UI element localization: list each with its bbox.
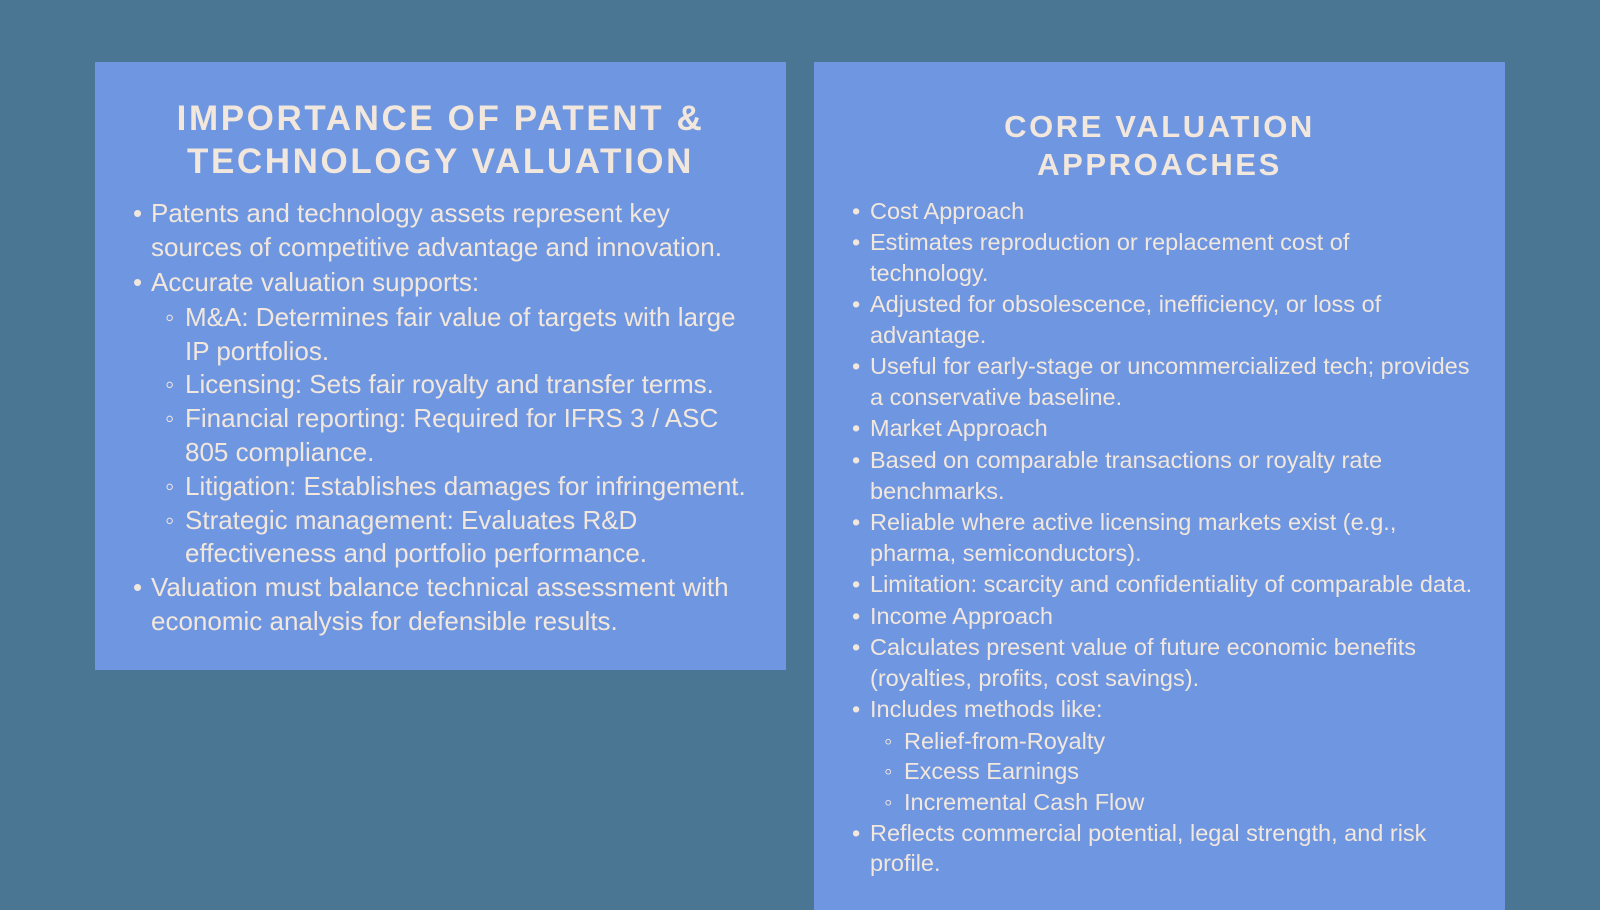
list-item-text: Includes methods like: — [870, 696, 1103, 723]
list-item-text: Accurate valuation supports: — [151, 266, 480, 297]
list-item — [846, 818, 1473, 879]
list-item — [846, 413, 1473, 444]
card-importance-list — [127, 197, 754, 638]
list-item — [127, 266, 754, 300]
list-item — [846, 445, 1473, 506]
list-item-text: Adjusted for obsolescence, inefficiency, or loss of advantage. — [870, 291, 1382, 348]
list-item-text: Reflects commercial potential, legal strength, and risk profile. — [870, 819, 1427, 877]
list-item-text: Cost Approach — [870, 197, 1025, 224]
list-item — [127, 197, 754, 265]
sub-list-item: ◦ Litigation: Establishes damages for infringement. — [165, 470, 754, 504]
list-item-text: Limitation: scarcity and confidentiality of comparable data. — [870, 571, 1473, 598]
card-importance-title: IMPORTANCE OF PATENT & TECHNOLOGY VALUATION — [176, 99, 705, 181]
list-item-text: Reliable where active licensing markets exist (e.g., pharma, semiconductors). — [870, 509, 1397, 566]
card-approaches-list — [846, 196, 1473, 879]
list-item — [127, 571, 754, 639]
card-importance-body — [127, 191, 754, 638]
list-item-text: Patents and technology assets represent key sources of competitive advantage and innovation. — [151, 198, 722, 263]
list-item-text: Income Approach — [870, 602, 1053, 629]
sub-list-item: ◦ Relief-from-Royalty — [884, 726, 1473, 757]
list-item — [846, 632, 1473, 693]
sub-list-item: ◦ Excess Earnings — [884, 756, 1473, 787]
sub-list-item: ◦ Licensing: Sets fair royalty and transfer terms. — [165, 368, 754, 402]
card-approaches — [814, 62, 1505, 910]
sub-list-item: ◦ Incremental Cash Flow — [884, 787, 1473, 818]
card-importance — [95, 62, 786, 670]
list-item-text: Calculates present value of future economic benefits (royalties, profits, cost savings). — [870, 634, 1417, 691]
list-item — [846, 694, 1473, 725]
sub-list-item: ◦ M&A: Determines fair value of targets with large IP portfolios. — [165, 301, 754, 369]
list-item — [846, 351, 1473, 412]
sub-list — [846, 726, 1473, 818]
list-item-text: Market Approach — [870, 415, 1048, 442]
list-item — [846, 196, 1473, 227]
list-item — [846, 569, 1473, 600]
list-item-text: Useful for early-stage or uncommercialized tech; provides a conservative baseline. — [870, 353, 1470, 410]
sub-list — [127, 301, 754, 571]
list-item — [846, 227, 1473, 288]
list-item — [846, 507, 1473, 568]
card-approaches-body — [846, 192, 1473, 879]
card-approaches-title: CORE VALUATION APPROACHES — [1004, 109, 1315, 182]
list-item — [846, 601, 1473, 632]
list-item-text: Based on comparable transactions or royalty rate benchmarks. — [870, 447, 1383, 504]
list-item-text: Valuation must balance technical assessment with economic analysis for defensible results. — [151, 572, 729, 636]
list-item — [846, 289, 1473, 350]
list-item-text: Estimates reproduction or replacement cost of technology. — [870, 229, 1350, 286]
sub-list-item: ◦ Financial reporting: Required for IFRS 3 / ASC 805 compliance. — [165, 402, 754, 470]
sub-list-item: ◦ Strategic management: Evaluates R&D effectiveness and portfolio performance. — [165, 504, 754, 572]
